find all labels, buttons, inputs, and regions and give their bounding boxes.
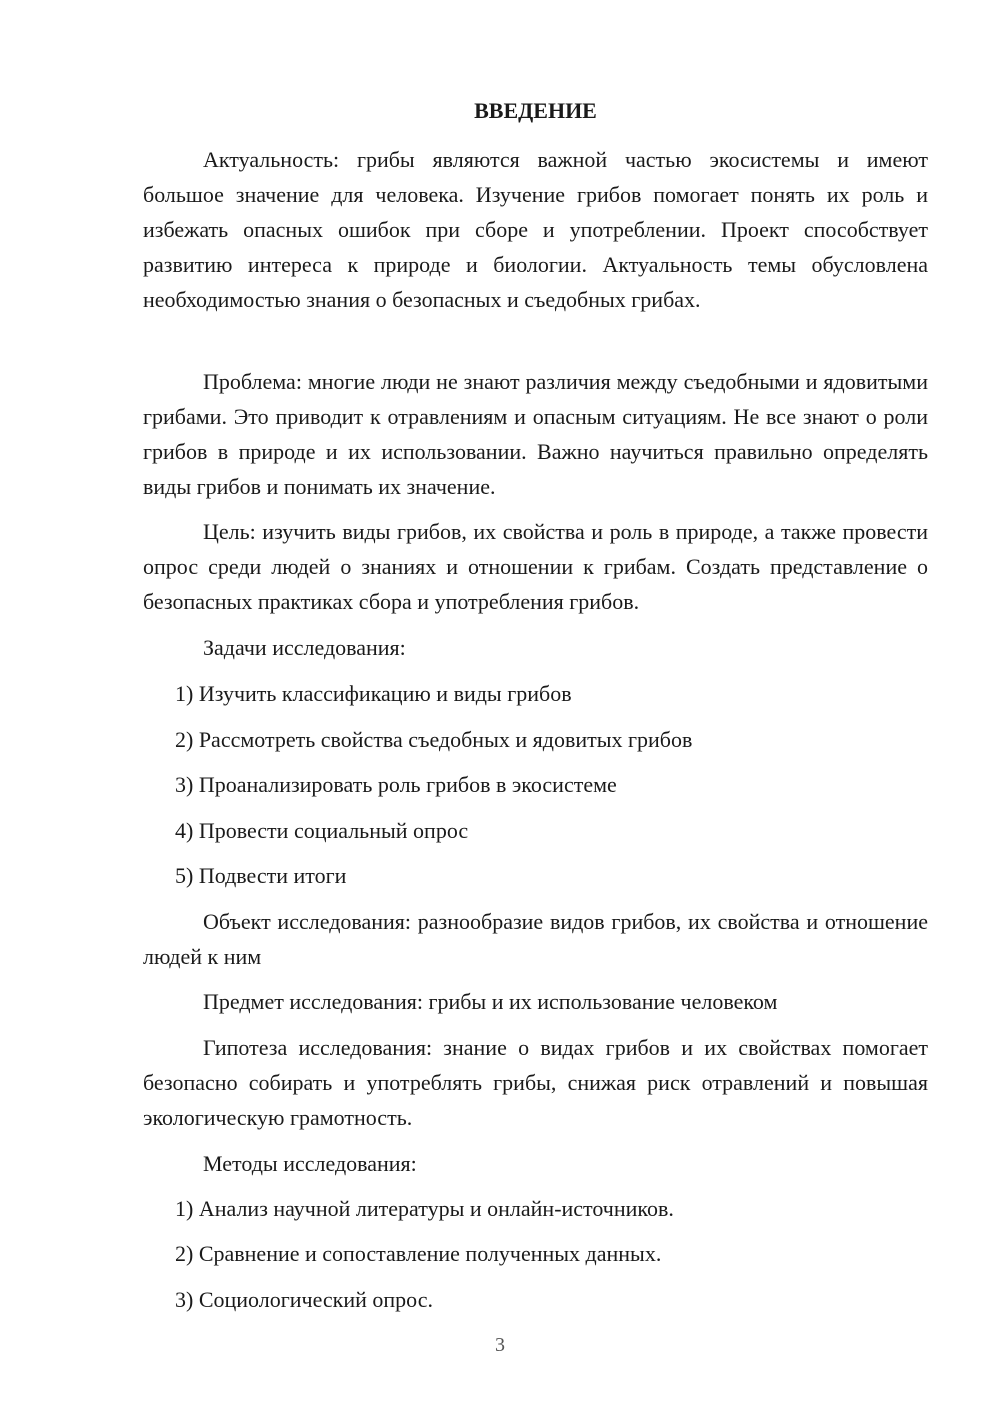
paragraph-problem: Проблема: многие люди не знают различия между съедобными и ядовитыми грибами. Это приводит к отравлениям и опасным ситуациям. Не все знают о роли грибов в природе и их использовании. Важно научиться правильно определять виды грибов и понимать их значение.	[143, 369, 928, 499]
page-number: 3	[495, 1334, 505, 1356]
method-item-2: 2) Сравнение и сопоставление полученных данных.	[175, 1241, 662, 1266]
task-item-5: 5) Подвести итоги	[175, 863, 347, 888]
task-item-2: 2) Рассмотреть свойства съедобных и ядовитых грибов	[175, 727, 693, 752]
paragraph-goal: Цель: изучить виды грибов, их свойства и роль в природе, а также провести опрос среди людей о знаниях и отношении к грибам. Создать представление о безопасных практиках сбора и употребления грибов.	[143, 519, 928, 614]
method-item-3: 3) Социологический опрос.	[175, 1287, 433, 1312]
method-item-1: 1) Анализ научной литературы и онлайн-источников.	[175, 1196, 674, 1221]
task-item-3: 3) Проанализировать роль грибов в экосистеме	[175, 772, 617, 797]
paragraph-object: Объект исследования: разнообразие видов грибов, их свойства и отношение людей к ним	[143, 909, 928, 969]
paragraph-relevance: Актуальность: грибы являются важной частью экосистемы и имеют большое значение для человека. Изучение грибов помогает понять их роль и избежать опасных ошибок при сборе и употреблении. Проект способствует развитию интереса к природе и биологии. Актуальность темы обусловлена необходимостью знания о безопасных и съедобных грибах.	[143, 147, 928, 312]
methods-heading: Методы исследования:	[203, 1151, 417, 1176]
paragraph-hypothesis: Гипотеза исследования: знание о видах грибов и их свойствах помогает безопасно собирать и употреблять грибы, снижая риск отравлений и повышая экологическую грамотность.	[143, 1035, 928, 1130]
task-item-4: 4) Провести социальный опрос	[175, 818, 469, 843]
task-item-1: 1) Изучить классификацию и виды грибов	[175, 681, 572, 706]
paragraph-subject: Предмет исследования: грибы и их использование человеком	[203, 989, 778, 1014]
tasks-heading: Задачи исследования:	[203, 635, 406, 660]
page-title: ВВЕДЕНИЕ	[474, 98, 597, 123]
